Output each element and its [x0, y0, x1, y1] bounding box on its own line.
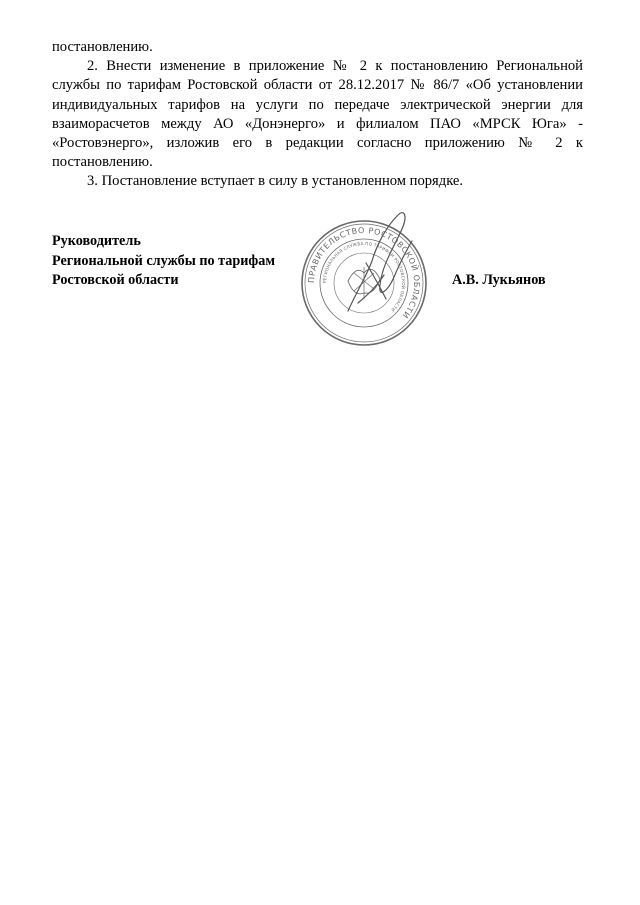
- paragraph-continuation: постановлению.: [52, 39, 153, 55]
- signatory-position-line: Руководитель: [52, 233, 141, 249]
- official-seal: [288, 203, 440, 363]
- seal-outer-text: ПРАВИТЕЛЬСТВО РОСТОВСКОЙ ОБЛАСТИ: [306, 225, 422, 321]
- signatory-position: [52, 232, 275, 291]
- signatory-name: А.В. Лукьянов: [452, 272, 546, 288]
- seal-inner-text: РЕГИОНАЛЬНАЯ СЛУЖБА ПО ТАРИФАМ РОСТОВСКОЙ ОБЛАСТИ: [321, 240, 407, 313]
- paragraph-item-2: 2. Внести изменение в приложение № 2 к постановлению Региональной службы по тарифам Ростовской области от 28.12.2017 № 86/7 «Об установлении индивидуальных тарифов на услуги по передаче электрической энергии для взаиморасчетов между АО «Донэнерго» и филиалом ПАО «МРСК Юга» - «Ростовэнерго», изложив его в редакции согласно приложению № 2 к постановлению.: [52, 58, 583, 171]
- signatory-position-line: Региональной службы по тарифам: [52, 252, 276, 269]
- document-body: [52, 38, 583, 192]
- paragraph-item-3: 3. Постановление вступает в силу в установленном порядке.: [87, 173, 464, 190]
- signatory-position-line: Ростовской области: [52, 272, 179, 288]
